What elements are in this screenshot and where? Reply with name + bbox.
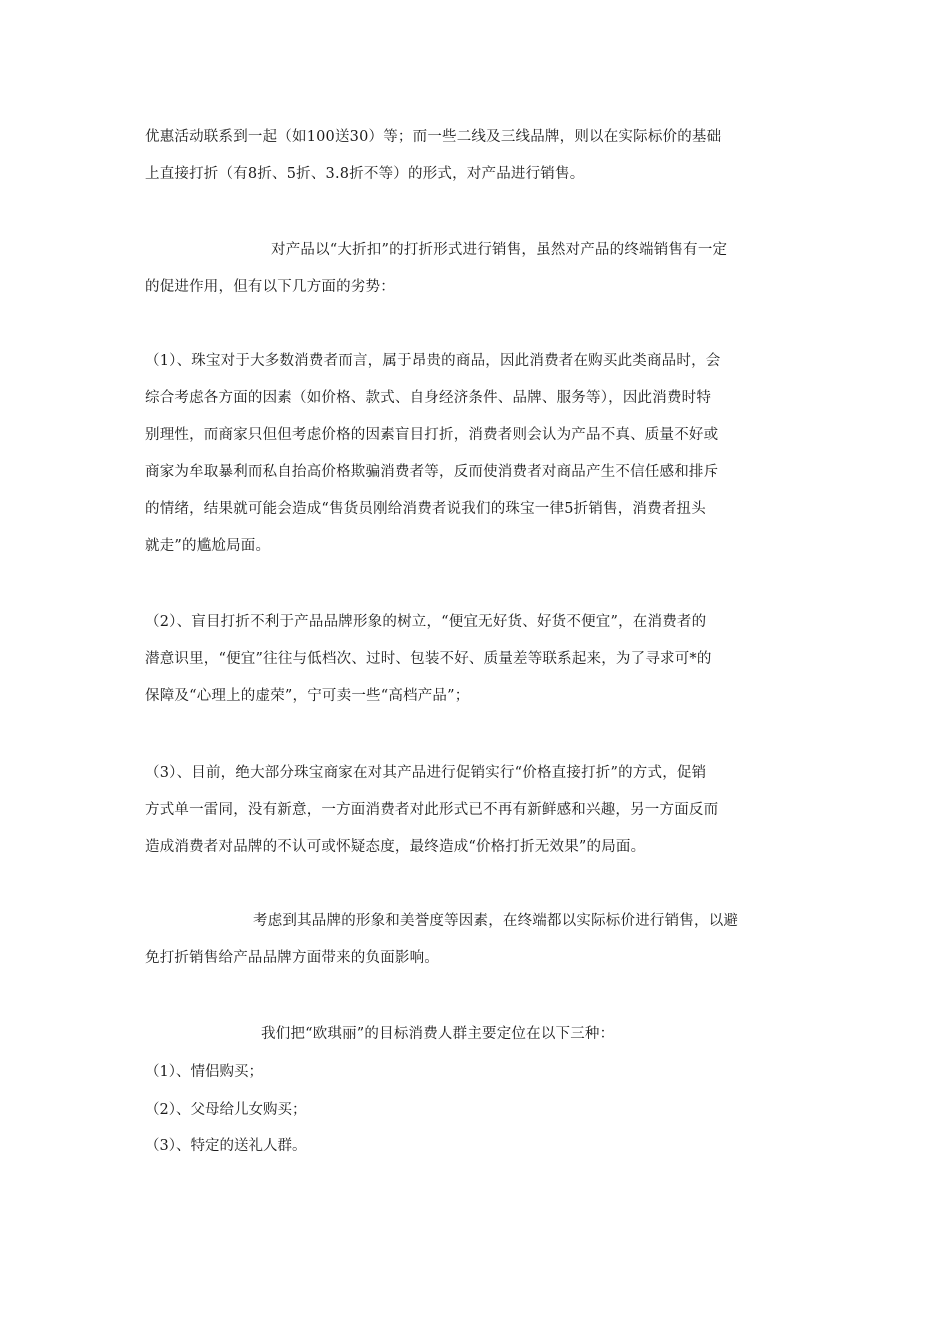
- point-1-paragraph: （1）、珠宝对于大多数消费者而言，属于昂贵的商品，因此消费者在购买此类商品时，会 综合考虑各方面的因素（如价格、款式、自身经济条件、品牌、服务等），因此消费时特 别理性，而商家只但但考虑价格的因素盲目打折，消费者则会认为产品不真、质量不好或 商家为牟取暴利而私自抬高价格欺骗消费者等，反而使消费者对商品产生不信任感和排斥 的情绪，结果就可能会造成“售货员刚给消费者说我们的珠宝一律5折销售，消费者扭头 就走”的尴尬局面。: [145, 353, 721, 554]
- point-2-paragraph: （2）、盲目打折不利于产品品牌形象的树立，“便宜无好货、好货不便宜”，在消费者的 潜意识里，“便宜”往往与低档次、过时、包装不好、质量差等联系起来，为了寻求可*的 保障及“心理上的虚荣”，宁可卖一些“高档产品”；: [145, 614, 712, 704]
- target-paragraph: 我们把“欧琪丽”的目标消费人群主要定位在以下三种：: [261, 1026, 615, 1042]
- brand-paragraph: 考虑到其品牌的形象和美誉度等因素，在终端都以实际标价进行销售，以避 免打折销售给产品品牌方面带来的负面影响。: [145, 913, 739, 966]
- intro-paragraph: 优惠活动联系到一起（如100送30）等；而一些二线及三线品牌，则以在实际标价的基础 上直接打折（有8折、5折、3.8折不等）的形式，对产品进行销售。: [145, 129, 722, 182]
- target-group-item: （1）、情侣购买；: [145, 1064, 263, 1080]
- discount-paragraph: 对产品以“大折扣”的打折形式进行销售，虽然对产品的终端销售有一定 的促进作用，但有以下几方面的劣势：: [145, 242, 728, 295]
- point-3-paragraph: （3）、目前，绝大部分珠宝商家在对其产品进行促销实行“价格直接打折”的方式，促销 方式单一雷同，没有新意，一方面消费者对此形式已不再有新鲜感和兴趣，另一方面反而 造成消费者对品牌的不认可或怀疑态度，最终造成“价格打折无效果”的局面。: [145, 765, 719, 855]
- target-group-item: （2）、父母给儿女购买；: [145, 1102, 307, 1118]
- target-group-item: （3）、特定的送礼人群。: [145, 1138, 307, 1154]
